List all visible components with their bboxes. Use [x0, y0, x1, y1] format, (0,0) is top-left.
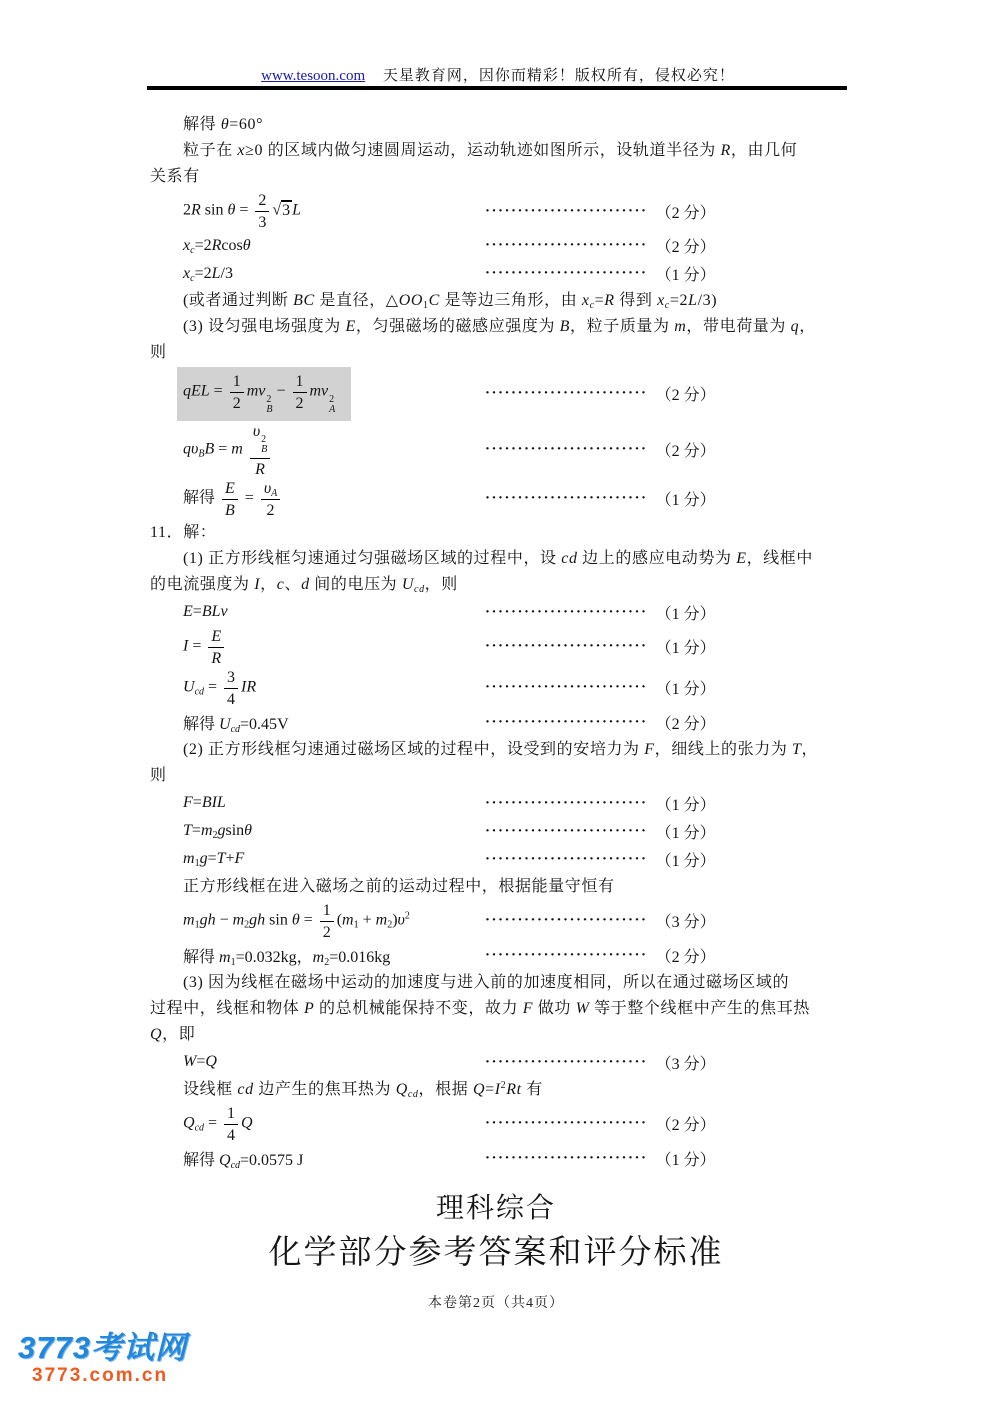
formula-highlighted: qEL = $\frac{1}{2}$ mv 2 B − $\frac{1}{2}$ mv 2 A: [177, 367, 351, 421]
dotted-leader: ·························: [485, 1053, 648, 1070]
header-rule: [147, 86, 847, 90]
logo-domain-text: 3773.com.cn: [32, 1365, 169, 1386]
formula: $q\upsilon_BB = m$ υ 2 B R: [183, 422, 273, 478]
text-line: 正方形线框在进入磁场之前的运动过程中，根据能量守恒有: [183, 877, 615, 895]
formula-row: [150, 232, 856, 259]
formula: $x_c=2Rcos\theta$: [183, 236, 251, 256]
formula-row: [150, 1145, 856, 1172]
dotted-leader: ·························: [485, 850, 648, 867]
score-label: （3 分）: [655, 914, 716, 932]
score-label: （1 分）: [655, 824, 716, 842]
score-label: （1 分）: [655, 640, 716, 658]
formula-row: [150, 479, 856, 519]
formula-row: [150, 422, 856, 478]
page-number-label: 本卷第2页（共4页）: [428, 1296, 564, 1311]
dotted-leader: ·························: [485, 265, 648, 281]
logo-3773-text: 3773考试网: [18, 1330, 187, 1365]
dotted-leader: ·························: [485, 202, 648, 219]
formula: I = $\frac{E}{R}$: [183, 627, 227, 667]
tesoon-link[interactable]: www.tesoon.com: [261, 68, 366, 84]
dotted-leader: ·························: [485, 237, 648, 253]
formula: 解得 $Q_{cd}=0.0575$ J: [183, 1151, 304, 1171]
dotted-leader: ·························: [485, 912, 648, 929]
score-label: （2 分）: [655, 948, 716, 966]
text-line: (或者通过判断 BC 是直径，$\triangle OO_1C$ 是等边三角形，由 $x_c=R$ 得到 $x_c=2L/3$): [183, 292, 718, 311]
text-line: 的电流强度为 I，c、d 间的电压为 $U_{cd}$，则: [150, 575, 458, 595]
formula-row: [150, 1104, 856, 1144]
formula-row: [150, 367, 856, 421]
dotted-leader: ·························: [485, 794, 648, 811]
text-line: (3) 因为线框在磁场中运动的加速度与进入前的加速度相同，所以在通过磁场区域的: [183, 973, 790, 991]
formula: $m_1g=T+F$: [183, 850, 245, 870]
formula: 解得 $\frac{E}{B}$ = $\frac{\upsilon_A}{2}$: [183, 479, 283, 519]
formula-row: [150, 846, 856, 873]
formula: 解得 $m_1=0.032kg$，$m_2=0.016kg$: [183, 948, 391, 968]
dotted-leader: ·························: [485, 385, 648, 402]
text-line: (2) 正方形线框匀速通过磁场区域的过程中，设受到的安培力为 F，细线上的张力为 T，: [183, 740, 819, 758]
page-header: [148, 64, 848, 85]
text-line: Q，即: [150, 1025, 196, 1043]
score-label: （2 分）: [655, 239, 716, 256]
section-title-subject: 理科综合: [435, 1193, 556, 1224]
formula-row: [150, 818, 856, 845]
dotted-leader: ·························: [485, 441, 648, 458]
formula: $T=m_2gsin\theta$: [183, 822, 253, 842]
dotted-leader: ·························: [485, 822, 648, 839]
formula: $Q_{cd}$ = $\frac{1}{4}$ Q: [183, 1104, 253, 1144]
dotted-leader: ·························: [485, 1115, 648, 1132]
dotted-leader: ·························: [485, 638, 648, 655]
text-line: 解得 θ=60°: [183, 116, 264, 133]
score-label: （2 分）: [655, 387, 716, 405]
formula-row: [150, 260, 856, 287]
formula: $m_1gh - m_2gh$ sin θ = $\frac{1}{2}$ $(m_1 + m_2)\upsilon^2$: [183, 901, 410, 941]
score-label: （1 分）: [655, 681, 716, 699]
score-label: （1 分）: [655, 605, 716, 623]
dotted-leader: ·························: [485, 1149, 648, 1166]
formula: $U_{cd}$ = $\frac{3}{4}$ IR: [183, 668, 257, 708]
formula: 2R sin θ = $\frac{2}{3}$ √3 L: [183, 192, 302, 231]
formula: $x_c=2L/3$: [183, 264, 233, 284]
dotted-leader: ·························: [485, 490, 648, 507]
score-label: （2 分）: [655, 204, 716, 222]
formula-row: [150, 668, 856, 708]
score-label: （1 分）: [655, 492, 716, 510]
text-line: 11．解：: [150, 523, 217, 541]
score-label: （1 分）: [655, 852, 716, 870]
dotted-leader: ·························: [485, 603, 648, 620]
dotted-leader: ·························: [485, 679, 648, 696]
formula-row: [150, 191, 856, 231]
formula: E=BLv: [183, 603, 228, 621]
text-line: (3) 设匀强电场强度为 E，匀强磁场的磁感应强度为 B，粒子质量为 m，带电荷量为 q，: [183, 318, 816, 335]
score-label: （2 分）: [655, 715, 716, 733]
text-line: 粒子在 x≥0 的区域内做匀速圆周运动，运动轨迹如图所示，设轨道半径为 R，由几何: [183, 142, 798, 159]
formula-row: [150, 901, 856, 941]
text-line: 过程中，线框和物体 P 的总机械能保持不变，故力 F 做功 W 等于整个线框中产生的焦耳热: [150, 999, 810, 1017]
dotted-leader: ·························: [485, 946, 648, 963]
text-line: 则: [150, 344, 167, 361]
score-label: （2 分）: [655, 443, 716, 461]
dotted-leader: ·························: [485, 713, 648, 730]
formula: W=Q: [183, 1053, 217, 1071]
header-slogan: 天星教育网，因你而精彩！版权所有，侵权必究！: [382, 68, 735, 84]
formula-row: [150, 1049, 856, 1076]
text-line: (1) 正方形线框匀速通过匀强磁场区域的过程中，设 cd 边上的感应电动势为 E，线框中: [183, 549, 813, 567]
formula-row: [150, 599, 856, 626]
formula: F=BIL: [183, 794, 226, 812]
formula-row: [150, 627, 856, 667]
text-line: 关系有: [150, 168, 200, 185]
text-line: 设线框 cd 边产生的焦耳热为 $Q_{cd}$，根据 $Q=I^2Rt$ 有: [183, 1079, 543, 1100]
score-label: （1 分）: [655, 796, 716, 814]
text-line: 则: [150, 766, 167, 784]
formula-row: [150, 942, 856, 969]
formula-row: [150, 790, 856, 817]
section-title-chemistry-answers: 化学部分参考答案和评分标准: [268, 1235, 724, 1271]
score-label: （1 分）: [655, 267, 716, 284]
site-logo: [18, 1332, 187, 1385]
formula-row: [150, 709, 856, 736]
score-label: （1 分）: [655, 1151, 716, 1169]
score-label: （2 分）: [655, 1117, 716, 1135]
document-body: [150, 112, 856, 1173]
formula: 解得 $U_{cd}=0.45V$: [183, 715, 289, 735]
score-label: （3 分）: [655, 1055, 716, 1073]
